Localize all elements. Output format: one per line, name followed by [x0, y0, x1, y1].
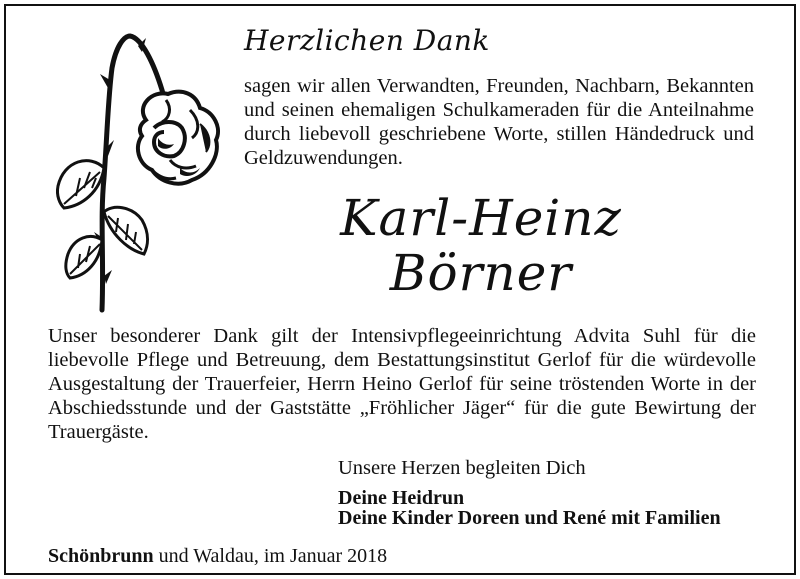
closing-line: Unsere Herzen begleiten Dich: [338, 457, 586, 479]
place-date: und Waldau, im Januar 2018: [153, 545, 388, 567]
wilted-rose-icon: [50, 28, 230, 314]
signature-line-1: Deine Heidrun: [338, 487, 465, 509]
heading-thanks: Herzlichen Dank: [244, 24, 490, 57]
obituary-card: [4, 4, 796, 575]
deceased-last-name: Börner: [389, 244, 573, 302]
thanks-paragraph: Unser besonderer Dank gilt der Intensivpflegeeinrichtung Advita Suhl für die liebevolle Pflege und Betreuung, dem Bestattungsinstitut Gerlof für die würdevolle Ausgestaltung der Trauerfeier, Herrn Heino Gerlof für seine tröstenden Worte in der Abschiedsstunde und der Gaststätte „Fröhlicher Jäger“ für die gute Bewirtung der Trauergäste.: [48, 325, 756, 443]
place-date-line: [48, 544, 387, 568]
deceased-first-name: Karl-Heinz: [340, 189, 622, 247]
intro-paragraph: sagen wir allen Verwandten, Freunden, Nachbarn, Bekannten und seinen ehemaligen Schulkameraden für die Anteilnahme durch liebevoll geschriebene Worte, stillen Händedruck und Geldzuwendungen.: [244, 75, 754, 169]
signature-line-2: Deine Kinder Doreen und René mit Familien: [338, 507, 721, 529]
place-name: Schönbrunn: [48, 545, 154, 567]
